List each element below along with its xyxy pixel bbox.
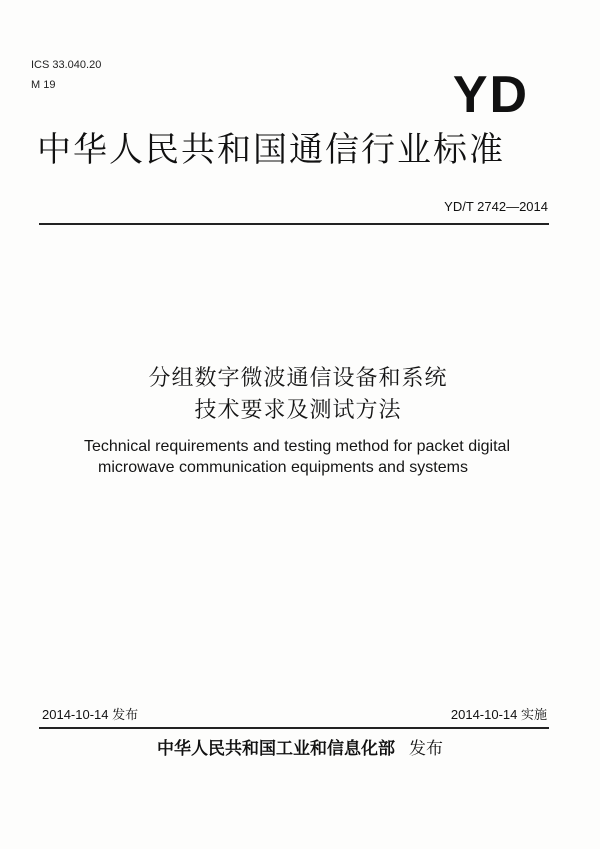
issue-date: 2014-10-14 发布 <box>42 707 139 722</box>
ics-code: ICS 33.040.20 <box>31 59 102 71</box>
title-chinese-line-1: 分组数字微波通信设备和系统 <box>148 366 448 391</box>
bottom-divider <box>39 727 549 729</box>
organization-title: 中华人民共和国通信行业标准 <box>37 130 505 170</box>
title-english-line-2: microwave communication equipments and systems <box>98 459 468 476</box>
ccs-code: M 19 <box>31 79 56 91</box>
implementation-date: 2014-10-14 实施 <box>450 707 547 722</box>
standard-number: YD/T 2742—2014 <box>444 199 548 214</box>
yd-logo-text: YD <box>452 68 530 118</box>
publisher <box>0 738 600 760</box>
yd-logo <box>432 68 550 118</box>
top-divider <box>39 223 549 225</box>
publisher-suffix: 发布 <box>409 739 443 759</box>
title-chinese-line-2: 技术要求及测试方法 <box>194 398 402 423</box>
title-english-line-1: Technical requirements and testing method for packet digital <box>83 438 510 455</box>
publisher-name: 中华人民共和国工业和信息化部 <box>157 739 395 759</box>
